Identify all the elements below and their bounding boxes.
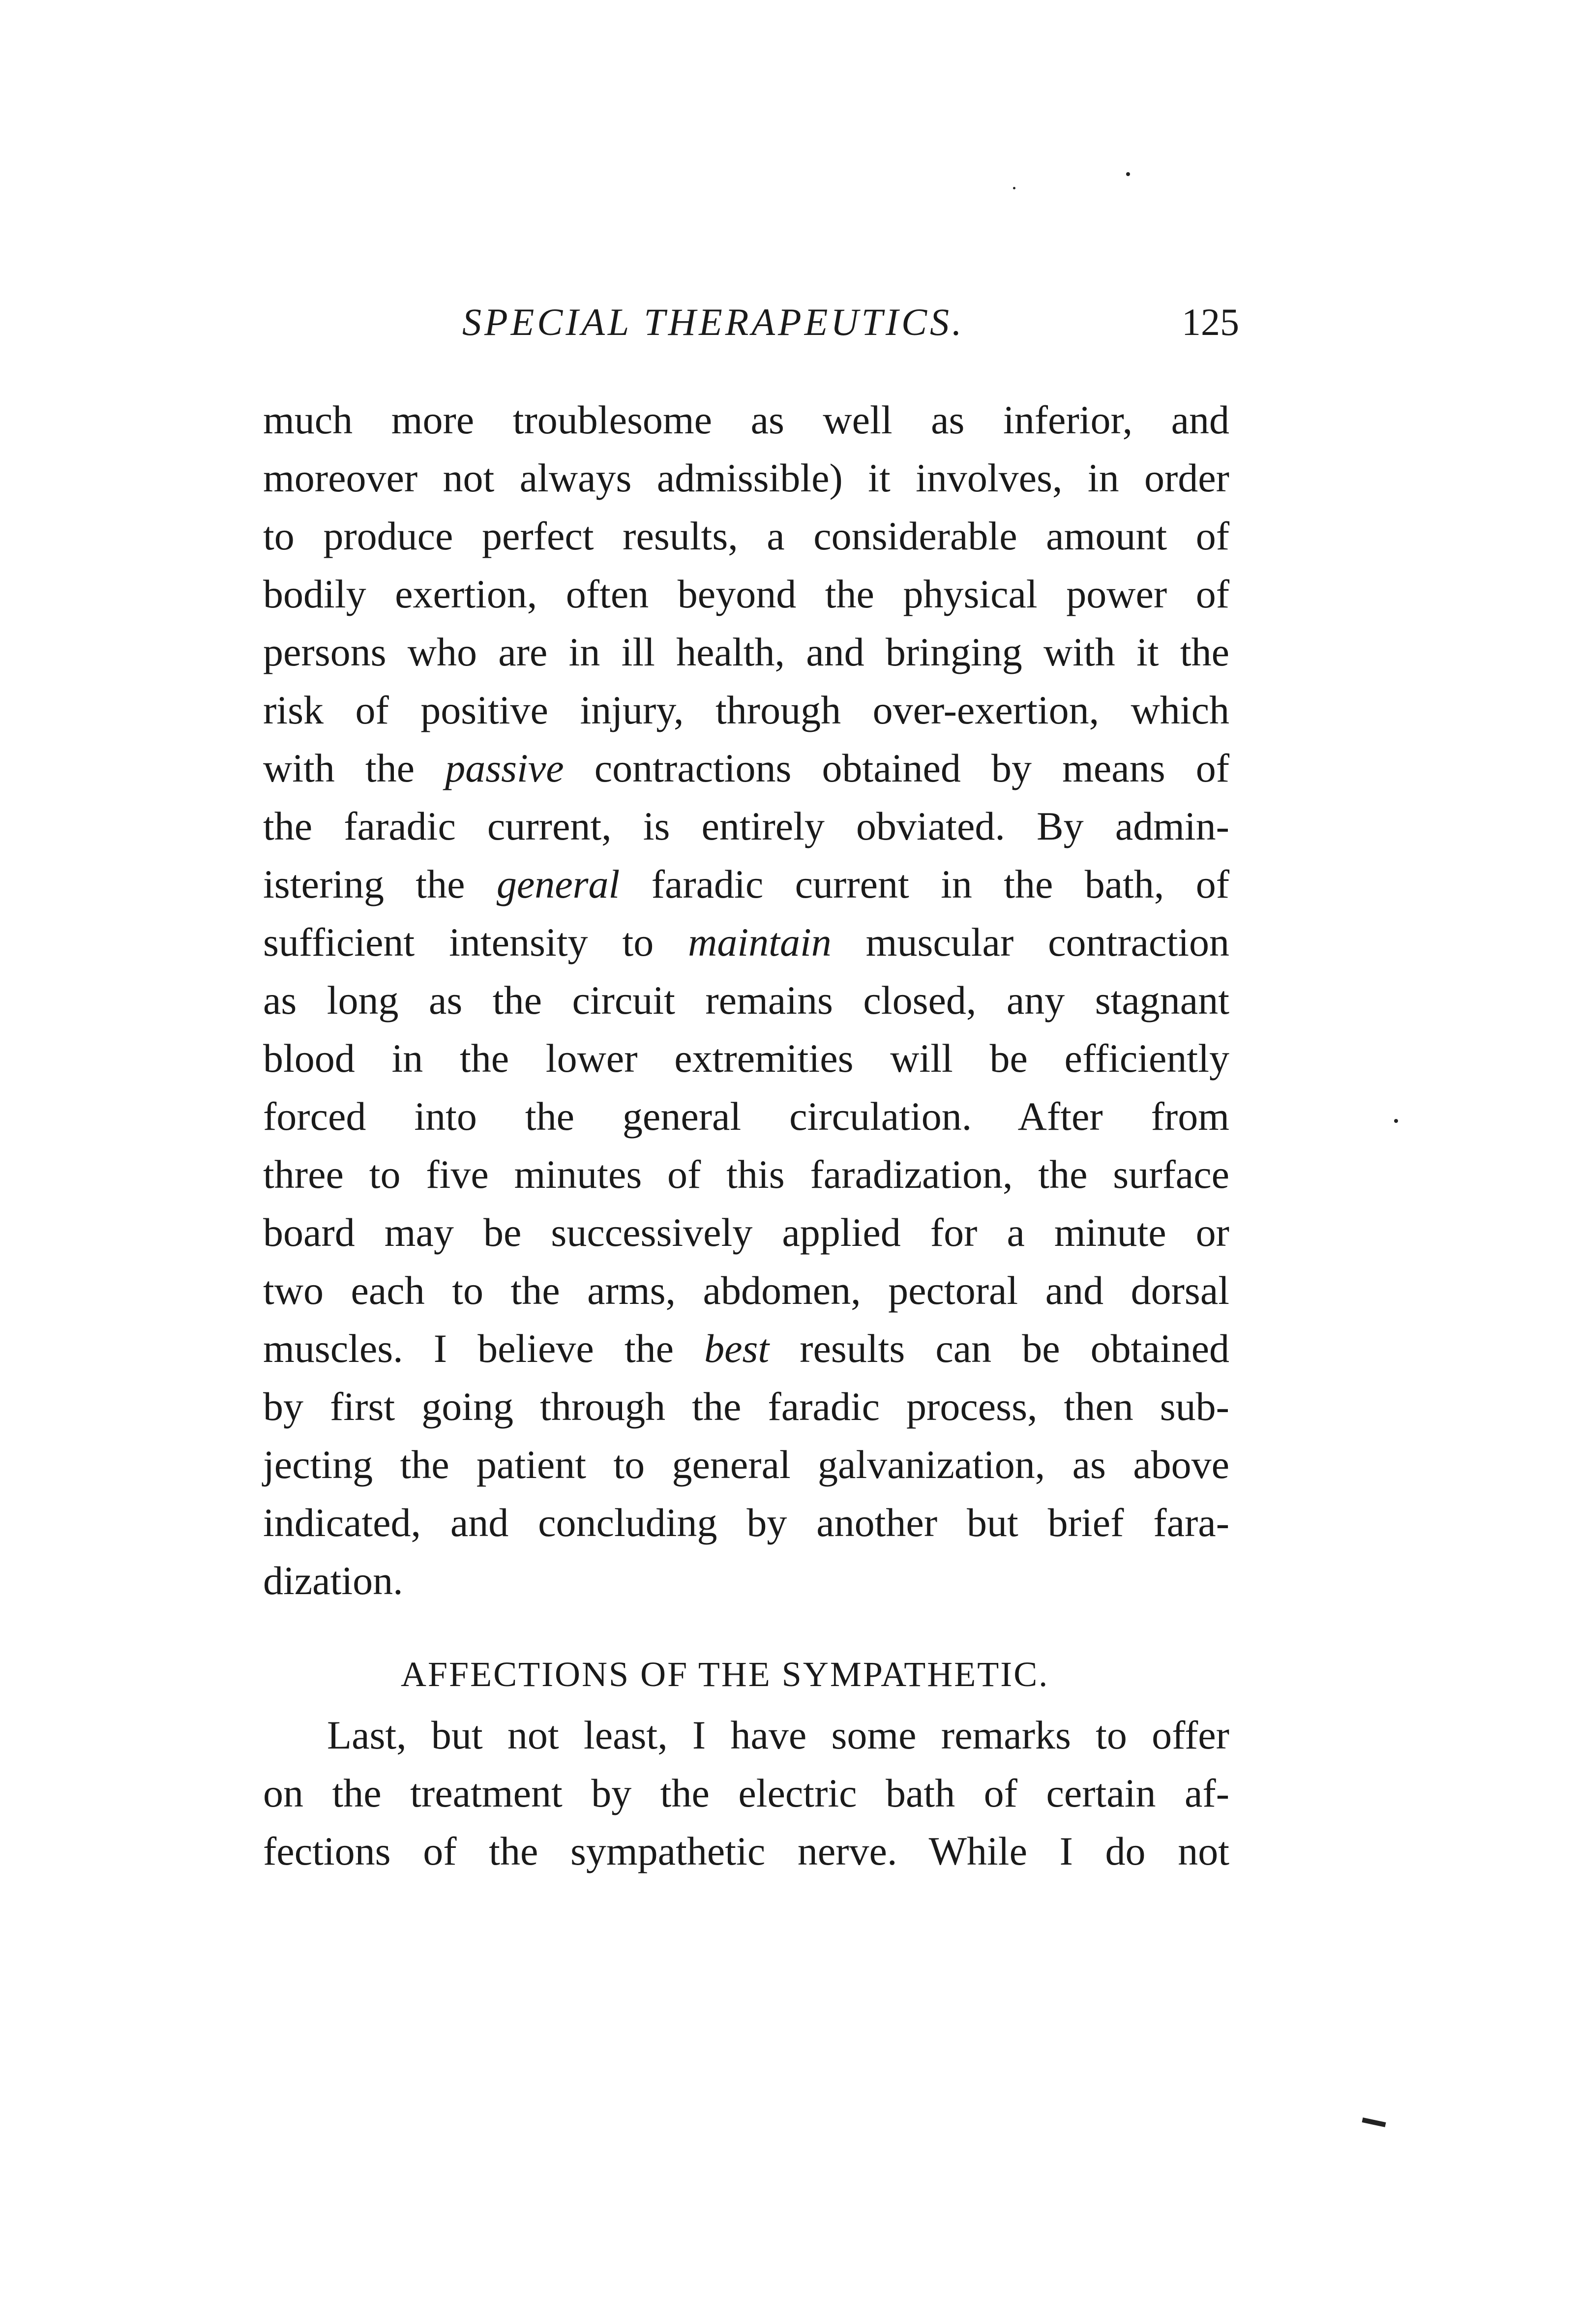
text-line: to produce perfect results, a considerable amount of xyxy=(263,513,1229,558)
section-heading: AFFECTIONS OF THE SYMPATHETIC. xyxy=(401,1655,1049,1694)
text-line-prefix: istering the xyxy=(263,862,465,906)
text-line: the faradic current, is entirely obviated. By admin- xyxy=(263,804,1229,848)
text-line-prefix: muscles. I believe the xyxy=(263,1326,674,1371)
emphasis-word: maintain xyxy=(688,920,832,965)
text-line xyxy=(263,855,1229,913)
print-speck xyxy=(1013,187,1015,189)
text-line: indicated, and concluding by another but brief fara- xyxy=(263,1500,1229,1545)
text-line: three to five minutes of this faradization, the surface xyxy=(263,1152,1229,1197)
emphasis-word: passive xyxy=(445,746,564,790)
running-head xyxy=(256,300,1239,359)
text-line: board may be successively applied for a minute or xyxy=(263,1210,1229,1255)
text-line: much more troublesome as well as inferior, and xyxy=(263,397,1229,442)
text-line: fections of the sympathetic nerve. While I do not xyxy=(263,1829,1229,1873)
text-line: moreover not always admissible) it involves, in order xyxy=(263,455,1229,500)
page-number: 125 xyxy=(1182,301,1239,343)
print-speck xyxy=(1126,172,1130,176)
text-line: dization. xyxy=(263,1558,403,1603)
text-line: two each to the arms, abdomen, pectoral and dorsal xyxy=(263,1268,1229,1313)
text-line-prefix: with the xyxy=(263,746,415,790)
text-line xyxy=(263,913,1229,971)
text-line-rest: muscular contraction xyxy=(865,920,1230,965)
text-line-rest: results can be obtained xyxy=(800,1326,1229,1371)
text-line: by first going through the faradic process, then sub- xyxy=(263,1384,1229,1429)
text-line: bodily exertion, often beyond the physical power of xyxy=(263,572,1229,616)
body-text xyxy=(263,391,1229,1880)
text-line xyxy=(263,739,1229,797)
text-line: persons who are in ill health, and bringing with it the xyxy=(263,630,1229,674)
text-line: risk of positive injury, through over-exertion, which xyxy=(263,688,1229,732)
print-speck xyxy=(1394,1119,1398,1123)
text-line-prefix: sufficient intensity to xyxy=(263,920,654,965)
running-head-title: SPECIAL THERAPEUTICS. xyxy=(462,301,965,343)
print-mark xyxy=(1362,2117,1386,2127)
text-line-rest: contractions obtained by means of xyxy=(594,746,1230,790)
emphasis-word: general xyxy=(496,862,620,906)
text-line: jecting the patient to general galvanization, as above xyxy=(263,1442,1229,1487)
text-line: on the treatment by the electric bath of certain af- xyxy=(263,1771,1229,1815)
emphasis-word: best xyxy=(704,1326,770,1371)
text-line: forced into the general circulation. After from xyxy=(263,1094,1229,1139)
text-line: blood in the lower extremities will be efficiently xyxy=(263,1036,1229,1081)
text-line xyxy=(263,1320,1229,1378)
text-line: as long as the circuit remains closed, any stagnant xyxy=(263,978,1229,1023)
text-line: Last, but not least, I have some remarks to offer xyxy=(327,1713,1229,1757)
text-line-rest: faradic current in the bath, of xyxy=(651,862,1230,906)
